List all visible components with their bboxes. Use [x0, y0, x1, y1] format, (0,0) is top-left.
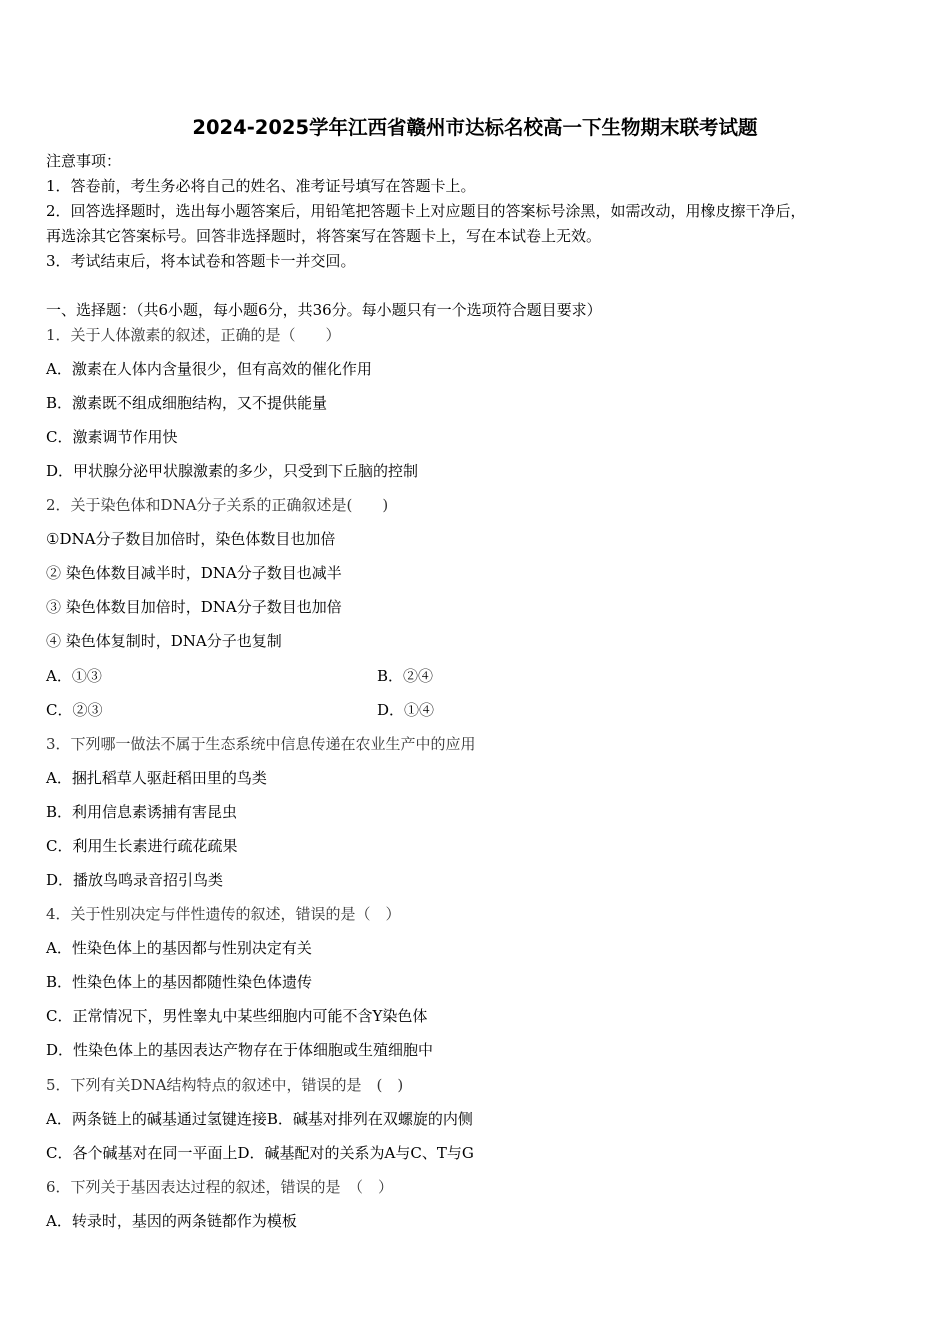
option-cd: C．各个碱基对在同一平面上D．碱基配对的关系为A与C、T与G	[46, 1144, 474, 1162]
option-d: D．①④	[377, 701, 435, 719]
question-stem: 1．关于人体激素的叙述，正确的是（ ）	[46, 326, 341, 344]
statement-3: ③ 染色体数目加倍时，DNA分子数目也加倍	[46, 598, 342, 616]
notes-item: 1．答卷前，考生务必将自己的姓名、准考证号填写在答题卡上。	[46, 177, 476, 195]
option-b: B．激素既不组成细胞结构，又不提供能量	[46, 394, 328, 412]
question-stem: 2．关于染色体和DNA分子关系的正确叙述是( )	[46, 496, 389, 514]
notes-item: 3．考试结束后，将本试卷和答题卡一并交回。	[46, 252, 356, 270]
option-a: A．①③	[46, 667, 102, 685]
option-c: C．正常情况下，男性睾丸中某些细胞内可能不含Y染色体	[46, 1007, 428, 1025]
question-stem: 5．下列有关DNA结构特点的叙述中，错误的是 ( )	[46, 1076, 404, 1094]
option-c: C．②③	[46, 701, 103, 719]
notes-item: 再选涂其它答案标号。回答非选择题时，将答案写在答题卡上，写在本试卷上无效。	[46, 227, 602, 245]
option-b: B．②④	[377, 667, 434, 685]
option-a: A．转录时，基因的两条链都作为模板	[46, 1212, 297, 1230]
option-a: A．性染色体上的基因都与性别决定有关	[46, 939, 312, 957]
question-stem: 4．关于性别决定与伴性遗传的叙述，错误的是（ ）	[46, 905, 401, 923]
notes-item: 2．回答选择题时，选出每小题答案后，用铅笔把答题卡上对应题目的答案标号涂黑，如需改动，用橡皮擦干净后，	[46, 202, 806, 220]
option-d: D．性染色体上的基因表达产物存在于体细胞或生殖细胞中	[46, 1041, 434, 1059]
notes-heading: 注意事项：	[46, 152, 122, 170]
exam-title: 2024-2025学年江西省赣州市达标名校高一下生物期末联考试题	[192, 116, 758, 139]
option-a: A．捆扎稻草人驱赶稻田里的鸟类	[46, 769, 267, 787]
option-c: C．激素调节作用快	[46, 428, 178, 446]
option-ab: A．两条链上的碱基通过氢键连接B．碱基对排列在双螺旋的内侧	[46, 1110, 473, 1128]
option-c: C．利用生长素进行疏花疏果	[46, 837, 238, 855]
section-heading: 一、选择题：（共6小题，每小题6分，共36分。每小题只有一个选项符合题目要求）	[46, 301, 602, 319]
statement-2: ② 染色体数目减半时，DNA分子数目也减半	[46, 564, 342, 582]
statement-4: ④ 染色体复制时，DNA分子也复制	[46, 632, 282, 650]
option-d: D．甲状腺分泌甲状腺激素的多少，只受到下丘脑的控制	[46, 462, 419, 480]
option-d: D．播放鸟鸣录音招引鸟类	[46, 871, 224, 889]
question-stem: 6．下列关于基因表达过程的叙述，错误的是 （ ）	[46, 1178, 394, 1196]
option-a: A．激素在人体内含量很少，但有高效的催化作用	[46, 360, 372, 378]
option-b: B．利用信息素诱捕有害昆虫	[46, 803, 238, 821]
option-b: B．性染色体上的基因都随性染色体遗传	[46, 973, 313, 991]
statement-1: ①DNA分子数目加倍时，染色体数目也加倍	[46, 530, 336, 548]
question-stem: 3．下列哪一做法不属于生态系统中信息传递在农业生产中的应用	[46, 735, 476, 753]
